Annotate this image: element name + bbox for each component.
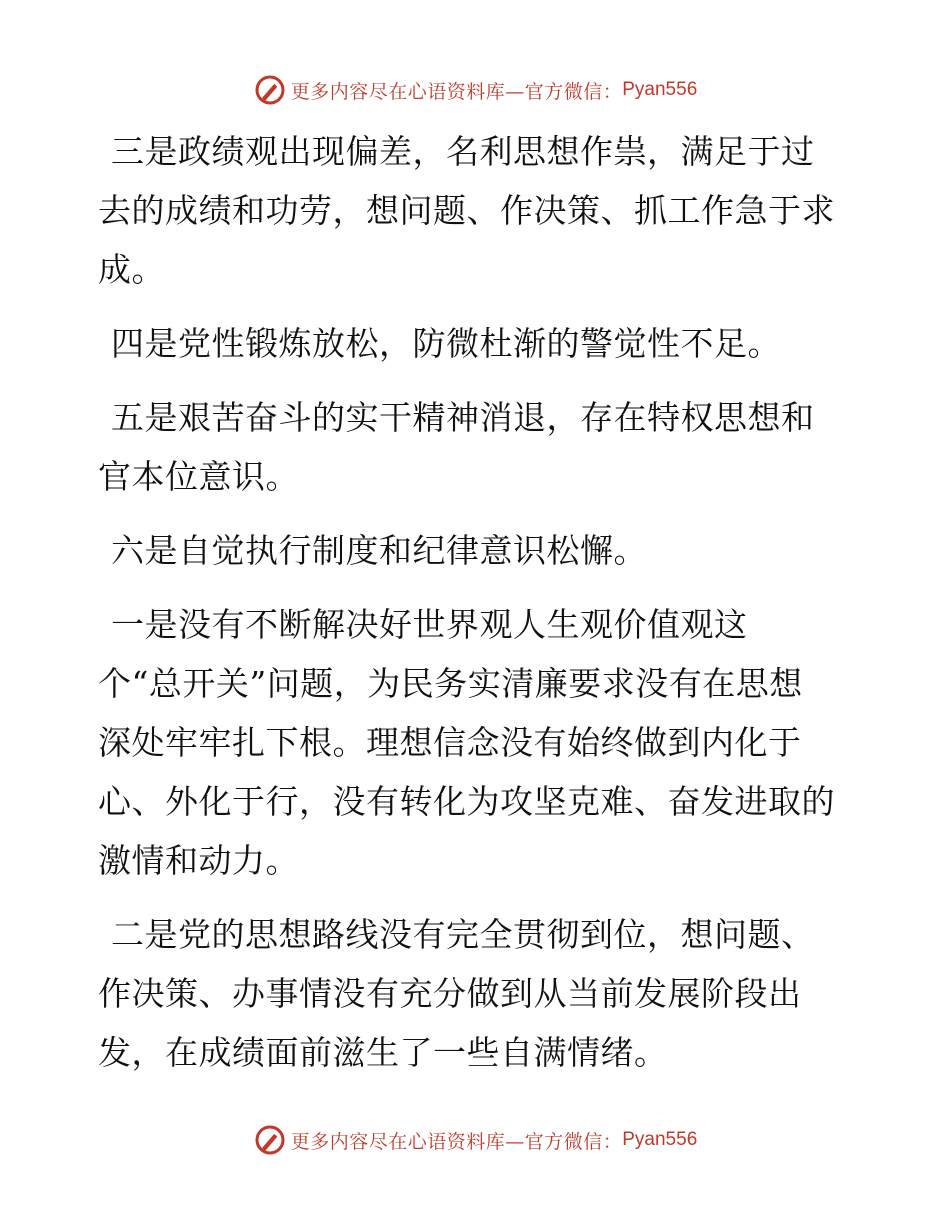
footer-account: Pyan556 [622,1129,698,1150]
header-text: 更多内容尽在心语资料库—官方微信： [290,80,623,103]
header-account: Pyan556 [622,79,698,100]
paragraph-6: 六是自觉执行制度和纪律意识松懈。 [111,531,647,570]
document-body [98,122,858,1097]
pen-logo-icon [253,73,287,107]
paragraph-2: 二是党的思想路线没有完全贯彻到位，想问题、 作决策、办事情没有充分做到从当前发展阶段出 发，在成绩面前滋生了一些自满情绪。 [98,915,815,1072]
footer-text: 更多内容尽在心语资料库—官方微信： [290,1130,623,1153]
paragraph-3: 三是政绩观出现偏差，名利思想作祟，满足于过 去的成绩和功劳，想问题、作决策、抓工作急于求 成。 [98,132,835,289]
footer-watermark [0,1120,950,1160]
paragraph-1: 一是没有不断解决好世界观人生观价值观这 个“总开关”问题，为民务实清廉要求没有在思想 深处牢牢扎下根。理想信念没有始终做到内化于 心、外化于行，没有转化为攻坚克难、奋发进取的 激情和动力。 [98,605,835,880]
pen-logo-icon [253,1123,287,1157]
paragraph-4: 四是党性锻炼放松，防微杜渐的警觉性不足。 [111,324,781,363]
paragraph-5: 五是艰苦奋斗的实干精神消退，存在特权思想和 官本位意识。 [98,398,815,496]
header-watermark [0,70,950,110]
